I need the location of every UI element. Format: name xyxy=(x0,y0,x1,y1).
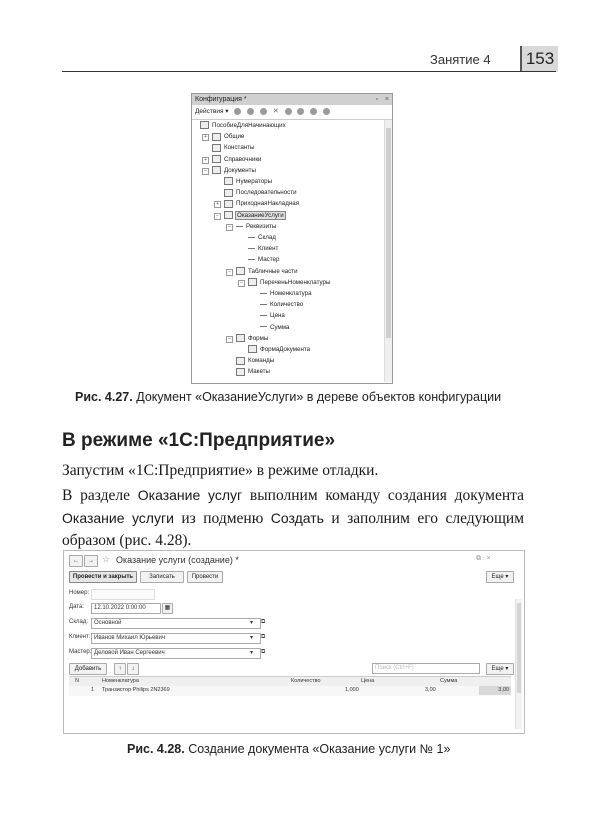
search-icon[interactable] xyxy=(323,108,330,115)
number-field[interactable] xyxy=(91,589,155,600)
text-run: из подменю xyxy=(173,510,271,527)
tree-node-label: Реквизиты xyxy=(246,222,277,230)
open-link-icon[interactable]: ⧉ xyxy=(261,649,266,655)
number-label: Номер: xyxy=(69,590,90,596)
tree-scrollbar[interactable] xyxy=(384,120,392,382)
chapter-label: Занятие 4 xyxy=(430,52,491,67)
tree-node[interactable] xyxy=(248,243,278,255)
pin-icon[interactable]: ▫ xyxy=(375,96,378,103)
figure-caption-4-27 xyxy=(75,390,501,404)
header-rule xyxy=(62,71,556,72)
expand-icon[interactable]: + xyxy=(202,134,209,141)
object-icon xyxy=(212,166,221,174)
column-item[interactable]: Номенклатура xyxy=(102,678,139,684)
paragraph-2 xyxy=(62,484,524,552)
tree-node[interactable] xyxy=(228,333,269,345)
object-icon xyxy=(248,278,257,286)
tree-node-label: Мастер xyxy=(258,256,280,264)
attribute-icon xyxy=(260,315,267,316)
collapse-icon[interactable]: − xyxy=(238,280,245,287)
configuration-window xyxy=(191,93,393,384)
tree-node[interactable] xyxy=(204,131,245,143)
window-controls-icon[interactable]: ⧉ ⋮ × xyxy=(476,555,491,562)
tree-node[interactable] xyxy=(212,142,254,154)
configuration-title: Конфигурация * xyxy=(195,96,247,103)
tree-node[interactable] xyxy=(240,277,331,289)
post-button[interactable]: Провести xyxy=(187,571,223,583)
attribute-icon xyxy=(260,304,267,305)
object-icon xyxy=(224,177,233,185)
cell-price: 3,00 xyxy=(425,687,436,693)
tree-node-label: Справочники xyxy=(224,155,262,163)
collapse-icon[interactable]: − xyxy=(214,213,221,220)
client-label: Клиент: xyxy=(69,634,91,640)
close-icon[interactable]: × xyxy=(384,96,389,103)
figure-caption-text: Документ «ОказаниеУслуги» в дереве объектов конфигурации xyxy=(132,390,502,404)
save-button[interactable]: Записать xyxy=(140,571,184,583)
add-icon[interactable] xyxy=(234,108,241,115)
object-icon xyxy=(224,189,233,197)
forward-button[interactable]: → xyxy=(84,555,98,567)
paragraph-1: Запустим «1С:Предприятие» в режиме отладки. xyxy=(62,462,379,479)
tree-node-label: Формы xyxy=(248,334,269,342)
tree-node-label: Константы xyxy=(224,144,255,152)
master-field[interactable]: Деловой Иван Сергеевич xyxy=(91,648,261,659)
figure-caption-text: Создание документа «Оказание услуги № 1» xyxy=(184,742,451,756)
copy-icon[interactable] xyxy=(260,108,267,115)
tree-node[interactable] xyxy=(260,322,289,334)
object-icon xyxy=(236,267,245,275)
attribute-icon xyxy=(248,259,255,260)
attribute-icon xyxy=(248,248,255,249)
column-n[interactable]: N xyxy=(75,678,79,684)
form-scrollbar-thumb[interactable] xyxy=(517,603,521,693)
collapse-icon[interactable]: − xyxy=(226,336,233,343)
tree-node-label: Нумераторы xyxy=(236,178,273,185)
object-icon xyxy=(224,211,233,219)
back-button[interactable]: ← xyxy=(69,555,83,567)
tree-node-label: Количество xyxy=(270,301,304,309)
tree-node-label: Документы xyxy=(224,166,256,174)
text-run: В разделе xyxy=(62,487,138,504)
collapse-icon[interactable]: − xyxy=(202,168,209,175)
tree-node[interactable] xyxy=(224,176,272,188)
ui-term-document: Оказание услуги xyxy=(62,510,174,526)
tree-node[interactable] xyxy=(260,288,312,300)
tree-node-label: Макеты xyxy=(248,368,270,376)
tree-node-label: ПриходнаяНакладная xyxy=(236,200,300,208)
warehouse-label: Склад: xyxy=(69,619,89,625)
cell-n: 1 xyxy=(91,687,95,693)
attribute-icon xyxy=(260,326,267,327)
tree-node[interactable] xyxy=(260,310,285,322)
object-icon xyxy=(236,357,245,365)
open-link-icon[interactable]: ⧉ xyxy=(261,634,266,640)
post-and-close-button[interactable]: Провести и закрыть xyxy=(69,571,137,583)
more-button[interactable]: Еще ▾ xyxy=(486,571,514,583)
object-icon xyxy=(236,334,245,342)
cell-item: Транзистор Philips 2N2369 xyxy=(102,687,170,693)
date-field[interactable]: 12.10.2022 0:00:00 xyxy=(91,603,161,614)
tree-node-label: Клиент xyxy=(258,245,279,253)
tree-node-label: Последовательности xyxy=(236,189,297,197)
date-label: Дата: xyxy=(69,604,84,610)
object-icon xyxy=(248,345,257,353)
object-icon xyxy=(200,121,209,129)
tree-node[interactable] xyxy=(204,154,262,166)
open-link-icon[interactable]: ⧉ xyxy=(261,619,266,625)
column-sum[interactable]: Сумма xyxy=(440,678,458,684)
object-icon xyxy=(212,144,221,152)
edit-icon[interactable] xyxy=(247,108,254,115)
tree-node-label: Сумма xyxy=(270,323,290,331)
tree-node[interactable] xyxy=(260,299,303,311)
tree-node[interactable] xyxy=(236,355,274,367)
tree-node-label: ФормаДокумента xyxy=(260,346,311,353)
add-row-button[interactable]: Добавить xyxy=(69,663,107,675)
tree-node[interactable] xyxy=(216,198,300,210)
warehouse-field[interactable]: Основной xyxy=(91,618,261,629)
cell-qty: 1,000 xyxy=(345,687,359,693)
tree-node[interactable] xyxy=(204,165,256,177)
form-scrollbar[interactable] xyxy=(515,599,522,729)
tree-node-label: Команды xyxy=(248,357,275,365)
collapse-icon[interactable]: − xyxy=(226,269,233,276)
tree-node[interactable] xyxy=(200,120,286,132)
favorite-star-icon[interactable]: ☆ xyxy=(102,554,111,564)
tree-node[interactable] xyxy=(228,266,298,278)
figure-number: Рис. 4.27. xyxy=(75,390,133,404)
move-up-icon[interactable] xyxy=(285,108,292,115)
tree-node-label: ПособиеДляНачинающих xyxy=(212,122,286,129)
column-price[interactable]: Цена xyxy=(361,678,375,684)
table-row[interactable] xyxy=(69,686,511,696)
tree-node-label: Цена xyxy=(270,312,285,320)
page-number: 153 xyxy=(520,46,558,72)
client-field[interactable]: Иванов Михаил Юрьевич xyxy=(91,633,261,644)
delete-icon[interactable]: ✕ xyxy=(272,108,279,115)
tree-node[interactable] xyxy=(248,232,276,244)
figure-caption-4-28 xyxy=(127,742,450,756)
text-run: выполним команду создания документа xyxy=(242,487,524,504)
text-run: и заполним его следующим образом (рис. 4.28). xyxy=(62,510,525,549)
dropdown-icon[interactable]: ▾ xyxy=(250,620,254,626)
tree-node[interactable] xyxy=(224,187,297,199)
attribute-icon xyxy=(248,237,255,238)
more-button-table[interactable]: Еще ▾ xyxy=(486,663,514,675)
object-icon xyxy=(236,368,245,376)
form-title: Оказание услуги (создание) * xyxy=(116,555,239,565)
sort-icon[interactable] xyxy=(310,108,317,115)
collapse-icon[interactable]: − xyxy=(226,224,233,231)
attribute-icon xyxy=(260,293,267,294)
search-input[interactable]: Поиск (Ctrl+F) xyxy=(372,663,480,674)
ui-term-create: Создать xyxy=(270,510,324,526)
actions-menu[interactable]: Действия ▾ xyxy=(195,108,229,115)
section-heading: В режиме «1С:Предприятие» xyxy=(62,430,336,451)
configuration-toolbar xyxy=(192,105,392,120)
tree-node-label: Склад xyxy=(258,234,276,241)
tree-node[interactable] xyxy=(228,221,277,233)
tree-node-label: Табличные части xyxy=(248,267,298,275)
move-down-button[interactable]: ↓ xyxy=(127,663,139,675)
master-label: Мастер: xyxy=(69,649,92,655)
attribute-icon xyxy=(236,226,243,227)
tree-scrollbar-thumb[interactable] xyxy=(386,128,391,338)
expand-icon[interactable]: + xyxy=(202,157,209,164)
cell-sum: 3,00 xyxy=(479,686,511,695)
ui-term-section: Оказание услуг xyxy=(137,487,243,503)
tree-node-label: Номенклатура xyxy=(270,290,312,297)
expand-icon[interactable]: + xyxy=(214,201,221,208)
tree-node[interactable] xyxy=(216,210,285,222)
document-form-window xyxy=(63,550,525,734)
object-icon xyxy=(224,200,233,208)
tree-node-label: ОказаниеУслуги xyxy=(237,211,284,219)
dropdown-icon[interactable]: ▾ xyxy=(250,650,254,656)
tree-node-label: ПереченьНоменклатуры xyxy=(260,278,331,286)
tree-node[interactable] xyxy=(248,254,279,266)
tree-node-label: Общие xyxy=(224,133,245,141)
dropdown-icon[interactable]: ▾ xyxy=(250,635,254,641)
calendar-icon[interactable]: ▦ xyxy=(162,603,173,614)
tree-node[interactable] xyxy=(248,344,310,356)
figure-number: Рис. 4.28. xyxy=(127,742,185,756)
tree-node[interactable] xyxy=(236,366,270,378)
object-icon xyxy=(212,155,221,163)
move-up-button[interactable]: ↑ xyxy=(114,663,126,675)
object-icon xyxy=(212,133,221,141)
column-qty[interactable]: Количество xyxy=(291,678,321,684)
move-down-icon[interactable] xyxy=(297,108,304,115)
configuration-title-bar xyxy=(192,94,392,105)
